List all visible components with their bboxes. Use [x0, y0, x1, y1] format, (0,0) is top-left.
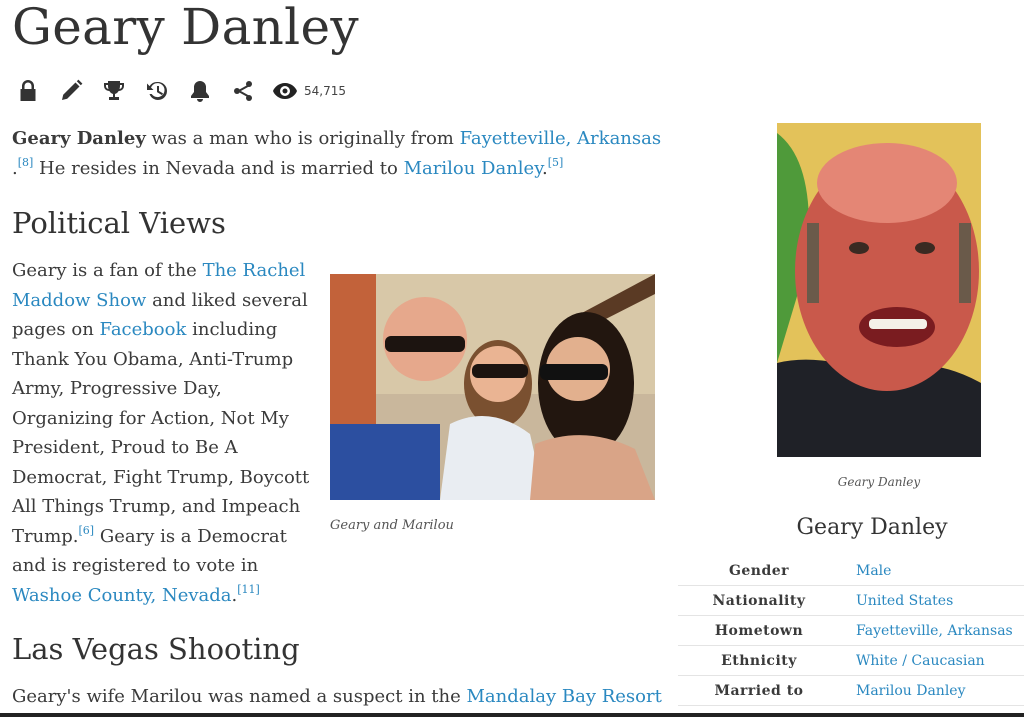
subject-name: Geary Danley: [12, 128, 146, 149]
infobox-row: [678, 586, 1024, 616]
infobox-value-link[interactable]: Fayetteville, Arkansas: [840, 616, 1024, 646]
link-fayetteville[interactable]: Fayetteville, Arkansas: [459, 128, 662, 149]
infobox-value-link[interactable]: Marilou Danley: [840, 676, 1024, 706]
lock-icon[interactable]: [14, 77, 42, 105]
section-heading-las-vegas-shooting: Las Vegas Shooting: [12, 632, 300, 666]
infobox-key: Nationality: [678, 586, 840, 616]
infobox-key: Gender: [678, 556, 840, 586]
citation-link[interactable]: [11]: [237, 582, 260, 596]
infobox-key: Married to: [678, 676, 840, 706]
infobox-table: [678, 556, 1024, 706]
link-mandalay-bay[interactable]: Mandalay Bay Resort: [466, 686, 662, 707]
infobox-row: [678, 676, 1024, 706]
infobox-value-link[interactable]: Male: [840, 556, 1024, 586]
pencil-icon[interactable]: [57, 77, 85, 105]
window-bottom-edge: [0, 713, 1024, 717]
link-rachel-maddow-show[interactable]: The Rachel Maddow Show: [12, 260, 306, 311]
infobox-portrait[interactable]: [777, 123, 981, 457]
intro-text: .: [12, 157, 18, 179]
page-toolbar: [14, 76, 346, 106]
intro-text: was a man who is originally from: [145, 128, 460, 149]
link-marilou-danley[interactable]: Marilou Danley: [403, 157, 542, 179]
share-icon[interactable]: [229, 77, 257, 105]
trophy-icon[interactable]: [100, 77, 128, 105]
infobox-row: [678, 556, 1024, 586]
citation-link[interactable]: [6]: [78, 523, 95, 537]
bell-icon[interactable]: [186, 77, 214, 105]
body-text: .: [231, 584, 238, 606]
infobox-key: Ethnicity: [678, 646, 840, 676]
history-icon[interactable]: [143, 77, 171, 105]
intro-text: .: [541, 157, 548, 179]
family-photo[interactable]: [330, 274, 655, 500]
citation-link[interactable]: [5]: [547, 155, 564, 169]
shooting-paragraph: [12, 682, 712, 712]
infobox-value-link[interactable]: United States: [840, 586, 1024, 616]
body-text: Geary's wife Marilou was named a suspect in the: [12, 686, 467, 707]
citation-link[interactable]: [8]: [17, 155, 34, 169]
view-count-value: 54,715: [304, 84, 346, 98]
intro-paragraph: [12, 124, 662, 183]
infobox-value-link[interactable]: White / Caucasian: [840, 646, 1024, 676]
section-heading-political-views: Political Views: [12, 206, 226, 240]
body-text: Geary is a Democrat and is registered to vote in: [12, 525, 287, 576]
infobox-key: Hometown: [678, 616, 840, 646]
view-count: [272, 81, 346, 101]
political-views-paragraph: [12, 256, 312, 610]
link-washoe-county[interactable]: Washoe County, Nevada: [12, 584, 232, 606]
intro-text: He resides in Nevada and is married to: [33, 157, 404, 179]
body-text: Geary is a fan of the: [12, 260, 203, 281]
infobox-photo-caption: Geary Danley: [837, 475, 921, 489]
infobox-row: [678, 646, 1024, 676]
eye-icon: [272, 81, 298, 101]
page-title: Geary Danley: [12, 0, 359, 56]
infobox-row: [678, 616, 1024, 646]
link-facebook[interactable]: Facebook: [99, 319, 187, 340]
body-text: and liked several pages on: [12, 289, 308, 340]
infobox-title: Geary Danley: [796, 515, 948, 540]
family-photo-caption: Geary and Marilou: [330, 518, 454, 533]
body-text: including Thank You Obama, Anti-Trump Army, Progressive Day, Organizing for Action, Not My President, Proud to Be A Democrat, Fight Trump, Boycott All Things Trump, and Impeach Trump.: [12, 319, 310, 547]
